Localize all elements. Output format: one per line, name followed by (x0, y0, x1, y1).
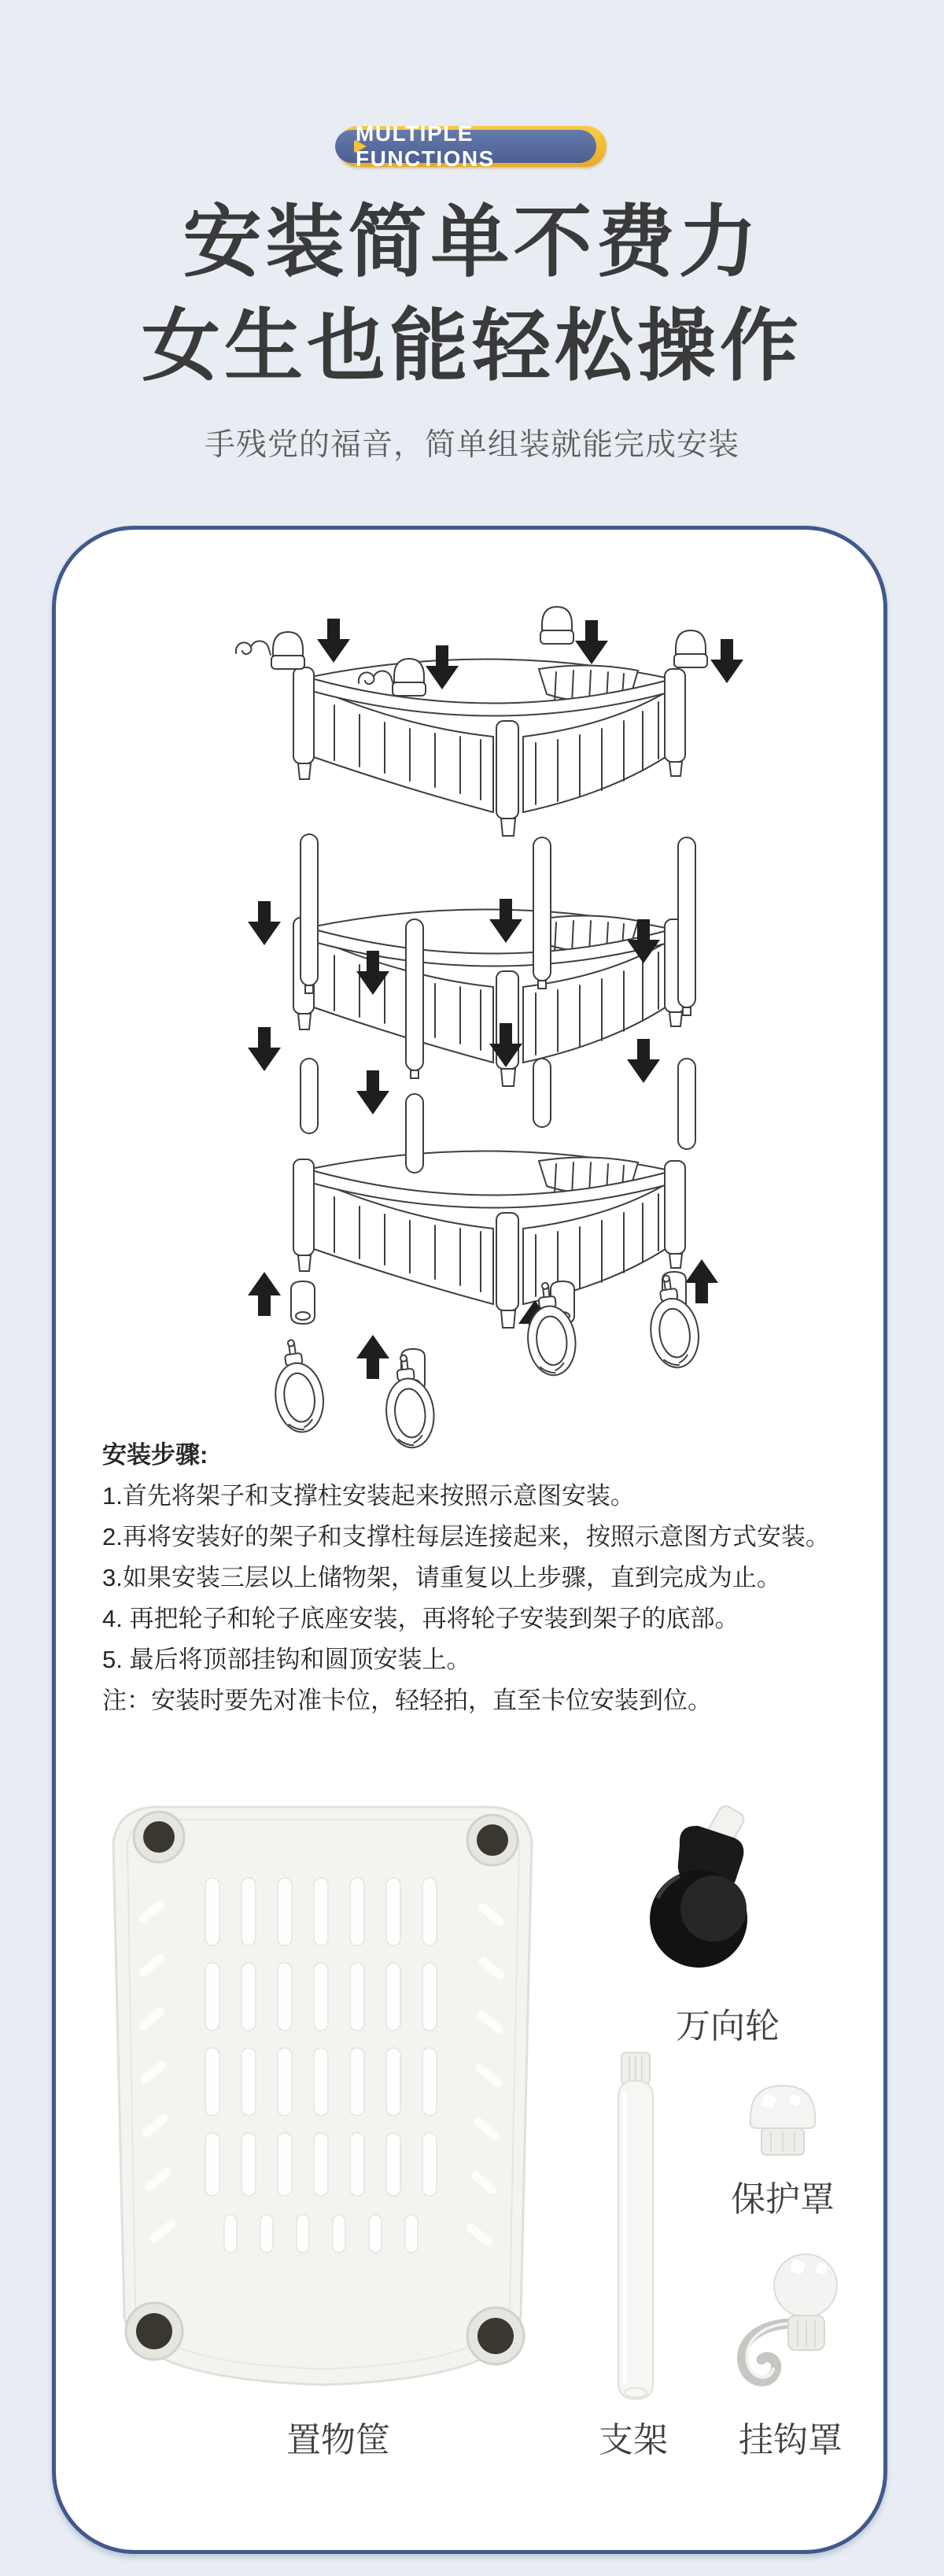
step-item: 4. 再把轮子和轮子底座安装，再将轮子安装到架子的底部。 (102, 1605, 739, 1632)
part-label-cap: 保护罩 (731, 2180, 835, 2219)
page-title-line-1: 安装简单不费力 (183, 198, 761, 286)
badge-pill (335, 121, 596, 171)
assembly-steps (102, 1435, 857, 1721)
hook-image (699, 2248, 848, 2397)
step-item: 5. 最后将顶部挂钩和圆顶安装上。 (102, 1646, 471, 1673)
support-pole-drawing (301, 1059, 695, 1173)
badge-label: MULTIPLE FUNCTIONS (356, 121, 495, 171)
step-item: 2.再将安装好的架子和支撑柱每层连接起来，按照示意图方式安装。 (102, 1523, 830, 1550)
wheel-image (639, 1801, 784, 1982)
multiple-functions-badge (337, 121, 607, 171)
part-label-pole: 支架 (599, 2421, 668, 2460)
tier1-basket-drawing (293, 659, 685, 836)
part-label-wheel: 万向轮 (676, 2007, 780, 2046)
step-item: 3.如果安装三层以上储物架，请重复以上步骤，直到完成为止。 (102, 1564, 781, 1591)
pole-image (614, 2051, 658, 2404)
play-icon (354, 139, 367, 153)
step-item: 1.首先将架子和支撑柱安装起来按照示意图安装。 (102, 1482, 635, 1510)
assembly-note: 注：安装时要先对准卡位，轻轻拍，直至卡位安装到位。 (102, 1687, 712, 1714)
tier2-basket-drawing (293, 909, 685, 1086)
page-title-line-2: 女生也能轻松操作 (142, 302, 802, 390)
steps-heading: 安装步骤: (102, 1441, 208, 1469)
part-label-hook: 挂钩罩 (739, 2421, 843, 2460)
assembly-diagram (189, 598, 755, 1464)
page-subtitle: 手残党的福音，简单组装就能完成安装 (204, 428, 739, 462)
tier3-basket-drawing (293, 1151, 685, 1328)
basket-image (87, 1793, 559, 2408)
cap-image (746, 2083, 820, 2161)
part-label-basket: 置物筐 (286, 2421, 390, 2460)
